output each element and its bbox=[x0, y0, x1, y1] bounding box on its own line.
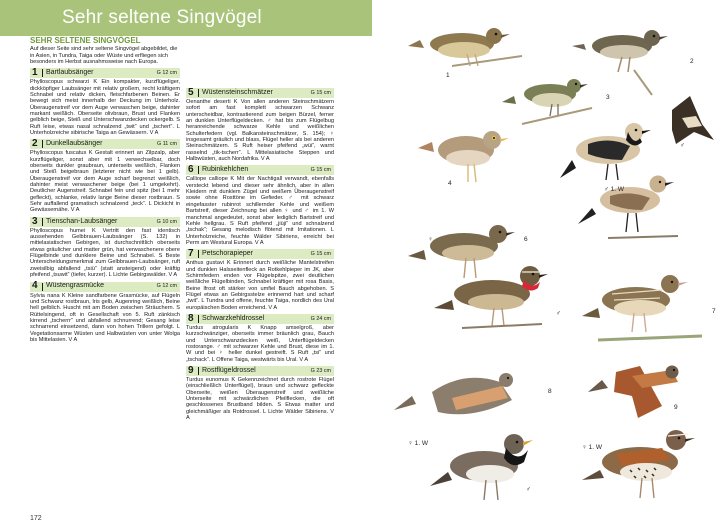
species-header bbox=[30, 217, 180, 227]
right-text-column bbox=[186, 88, 334, 424]
bird-plate bbox=[372, 0, 720, 528]
intro-text: Auf dieser Seite sind sehr seltene Singvögel abgebildet, die in Asien, in Tundra, Taiga oder Wüste und erfliegen sich besonders im Herbst ausnahmsweise nach Europa. bbox=[30, 46, 178, 65]
species-description: Turdus atrogularis K Knapp amselgroß, aber kurzschwänziger, oberseits immer bräunlich grau, Bauch und Unterschwanzdecken weiß, Unterflügeldecken rostorange. ♂ mit schwarzer Kehle und Brust, diese im 1. W und bei ♀ heller dunkel gestreift. S Ruft „tsi“ und „tschack“. L Offene Taiga, westwärts bis Ural. V A bbox=[186, 324, 334, 363]
species-size: G 10 cm bbox=[156, 218, 177, 225]
species-number: 2 bbox=[32, 138, 38, 150]
species-name: Dunkellaubsänger bbox=[46, 140, 103, 148]
species-header bbox=[186, 88, 334, 98]
species-number: 7 bbox=[188, 248, 194, 260]
plate-label-1: 1 bbox=[446, 72, 450, 79]
plate-page bbox=[372, 0, 720, 528]
divider bbox=[42, 283, 43, 291]
section-heading: SEHR SELTENE SINGVÖGEL bbox=[30, 36, 141, 45]
plate-label-3: 3 bbox=[606, 94, 610, 101]
species-entry bbox=[30, 68, 180, 136]
species-number: 3 bbox=[32, 215, 38, 227]
species-description: Sylvia nana K Kleine sandfarbene Grasmücke, auf Flügeln und Schwanz rostbraun, Iris gelb, Augenring weißlich, Beine hell gelblich. Huscht mit am Boden zwischen Sträuchern. S Rüttelsingend, oft in Gesellschaft von 5. Ruft zänkisch kirrend „tscherrr“ und abfallend schnurrend; Gesang leise schnarrend einsetzend, dann von hohen Trillern gefolgt. L Vegetationsarme Wüsten und Halbwüsten von unter Wolga bis Mittelasien. V A bbox=[30, 292, 180, 343]
bird-illustration-6-male bbox=[434, 266, 548, 328]
chapter-title-band bbox=[0, 0, 372, 36]
species-entry bbox=[186, 165, 334, 246]
bird-illustration-5-male bbox=[560, 123, 651, 180]
plate-label-6: 6 bbox=[524, 236, 528, 243]
species-number: 9 bbox=[188, 364, 194, 376]
plate-label-6-female: ♀ bbox=[428, 236, 433, 243]
species-name: Petschorapieper bbox=[202, 250, 253, 258]
species-size: G 11 cm bbox=[157, 141, 177, 148]
plate-label-8-female-1w: ♀ 1. W bbox=[408, 440, 429, 447]
species-number: 4 bbox=[32, 280, 38, 292]
plate-label-6-male: ♂ bbox=[556, 310, 561, 317]
bird-illustration-8-flight bbox=[394, 373, 513, 414]
bird-illustration-6-female bbox=[408, 225, 515, 278]
bird-illustration-5-flight bbox=[672, 96, 714, 144]
bird-illustration-3 bbox=[502, 79, 592, 124]
divider bbox=[198, 315, 199, 323]
species-size: G 15 cm bbox=[310, 251, 331, 258]
species-description: Phylloscopus humei K Vertritt den fast identisch aussehenden Gelbbrauen-Laubsänger (S. 132) in mittelasiatischen Gebirgen, ist durchschnittlich oberseits etwas gräulicher und matter grün, hat verwaschenere obere Flügelbinde und dunklere Beine und Schnabel. S Beste Unterscheidungsmerkmal zum Gelbbrauen-Laubsänger, ruft zweisilbig abfallend „tsiü“ (statt ansteigend) oder kräftig pfeifend „tsuwit“ (tiefer, kurzer). L Lichte Gebirgswälder. V A bbox=[30, 227, 180, 279]
bird-illustration-2 bbox=[572, 30, 668, 95]
species-header bbox=[186, 165, 334, 175]
bird-illustration-9 bbox=[582, 430, 695, 498]
page-number: 172 bbox=[30, 515, 42, 522]
species-header bbox=[186, 366, 334, 376]
bird-illustration-5-female bbox=[578, 176, 678, 239]
plate-label-9-female-1w: ♀ 1. W bbox=[582, 444, 603, 451]
species-name: Schwarzkehldrossel bbox=[202, 314, 265, 322]
species-size: G 12 cm bbox=[156, 70, 177, 77]
plate-label-2: 2 bbox=[690, 58, 694, 65]
species-description: Phylloscopus schwarzi K Ein kompakter, kurzflügeliger, dickköpfiger Laubsänger mit relativ großem, recht kräftigem Schnabel und relativ dicken, fleischfarbenen Beinen. Er bewegt sich meist innerhalb der Deckung im Unterholz. Überaugenstreif vor dem Auge verwaschen beige, dahinter markant weißlich. Oberseite olivbraun, Brust und Flanken gelblich beige, Steiß und Unterschwanzdecken ockergelb. S Ruft leise, etwas nasal schnalzend „twit“ und „tschert“. L Unterholzreiche sibirische Taiga an Gewässern. V A bbox=[30, 79, 180, 136]
species-header bbox=[30, 282, 180, 292]
plate-label-5-male-1w: ♂ 1. W bbox=[604, 186, 625, 193]
species-name: Wüstensteinschmätzer bbox=[202, 88, 273, 96]
divider bbox=[198, 166, 199, 174]
divider bbox=[198, 367, 199, 375]
bird-illustration-9-flight bbox=[588, 366, 679, 419]
entries-right bbox=[186, 88, 334, 421]
divider bbox=[42, 69, 43, 77]
divider bbox=[42, 218, 43, 226]
entries-left bbox=[30, 68, 180, 343]
species-entry bbox=[186, 88, 334, 162]
left-text-column bbox=[30, 38, 180, 346]
species-entry bbox=[30, 139, 180, 213]
species-description: Calliope calliope K Mit der Nachtigall verwandt, ebenfalls versteckt lebend und dieser sehr ähnlich, aber in allen Kleidern mit dunklem Zügel und weißem Überaugenstreif sowie ohne Rosttöne im Gefieder. ♂ mit schwarz eingefasster rubinrot schillernder Kehle und weißem Bartstreif, dieser Zeichnung bei allen ♀ und ♂ im 1. W manchmal angedeutet, sonst aber lediglich Bartstreif und Kehle hellgrau. S Ruft pfeifend „jiüji“ und schnalzend „tschak“; Gesang melodisch flötend mit Imitationen. L Unterholzreiche, feuchte Wälder Sibiriens, erreicht bei Perm am Westural Europa. V A bbox=[186, 176, 334, 246]
species-header bbox=[30, 139, 180, 149]
plate-label-7: 7 bbox=[712, 308, 716, 315]
species-header bbox=[30, 68, 180, 78]
plate-label-9: 9 bbox=[674, 404, 678, 411]
species-name: Rubinkehlchen bbox=[202, 166, 249, 174]
divider bbox=[42, 140, 43, 148]
plate-label-4: 4 bbox=[448, 180, 452, 187]
species-description: Phylloscopus fuscatus K Gestalt erinnert an Zilpzalp, aber kurzflügeliger, sonst aber mit 1 verwechselbar, doch oberseits dunkler graubraun, unterseits weißlich, Flanken und Steiß beigebraun (letzterer nicht wie bei 1 gelb). Überaugenstreif vor dem Auge scharf begrenzt weißlich, dahinter meist verwaschener beige (bei 1 umgekehrt). Deutlicher Augenstreif. Schnabel fein und spitz (bei 1 mehr gefleckt), schlanke, relativ lange Beine dieser rostbraun. S Sehr auffallend gramatisch schnalzend „teck“. L Dickicht in Gewässernähe. V A bbox=[30, 150, 180, 214]
species-size: G 15 cm bbox=[310, 89, 331, 96]
bird-illustration-4 bbox=[418, 131, 509, 182]
species-number: 8 bbox=[188, 312, 194, 324]
species-description: Oenanthe deserti K Von allen anderen Steinschmätzern sofort am fast komplett schwarzen Schwanz unterscheidbar, kontrastierend zum beigen Bürzel, ferner an dunklen Unterflügeldecken. ♂ hat bis zum Flügelbug heranreichende schwarze Kehle und weißlichen Schulterfedern (vgl. Balkansteinschmätzer, S. 154); ♀ insgesamt gräulich und blass, Flügel heller als bei anderen Steinschmätzern. S Ruft heiser pfeifend „wüi“, warnt rasselnd „tik-tscherr“. L Mittelasiatische Steppen und Halbwüsten, auch Nordafrika. V A bbox=[186, 99, 334, 163]
species-header bbox=[186, 249, 334, 259]
species-entry bbox=[186, 366, 334, 421]
species-number: 5 bbox=[188, 86, 194, 98]
species-number: 6 bbox=[188, 164, 194, 176]
species-entry bbox=[30, 282, 180, 344]
divider bbox=[198, 250, 199, 258]
bird-illustration-8-male bbox=[430, 434, 533, 500]
species-name: Wüstengrasmücke bbox=[46, 282, 104, 290]
plate-label-8-male: ♂ bbox=[526, 486, 531, 493]
species-entry bbox=[30, 217, 180, 279]
species-number: 1 bbox=[32, 67, 38, 79]
chapter-title: Sehr seltene Singvögel bbox=[62, 7, 262, 28]
species-size: G 23 cm bbox=[310, 367, 331, 374]
plate-label-8: 8 bbox=[548, 388, 552, 395]
species-size: G 15 cm bbox=[310, 167, 331, 174]
species-name: Rostflügeldrossel bbox=[202, 366, 256, 374]
species-description: Anthus gustavi K Erinnert durch weißliche Mantelstreifen und dunklen Halsseitenfleck an Rotkehlpieper im JK, aber Schirmfedern enden vor Flügelspitze, zwei deutlichen weißliche Flügelbinden, Schnabel kräftiger mit rosa Basis, Beine lfrost oft stärker von umfiel Bauch abgehoben. S Flügel etwas an Gebirgsstelze erinnernd hart und scharf „twit“. L Tundra und offene, feuchte Taiga, nordlich des Ural europäischen Boden erreichend. V A bbox=[186, 260, 334, 311]
species-entry bbox=[186, 249, 334, 311]
species-name: Bartlaubsänger bbox=[46, 69, 94, 77]
plate-label-5-male: ♂ bbox=[680, 142, 685, 149]
species-size: G 12 cm bbox=[156, 283, 177, 290]
species-entry bbox=[186, 314, 334, 363]
bird-illustration-7 bbox=[582, 275, 702, 340]
species-description: Turdus eunomus K Gekennzeichnet durch rostrote Flügel (einschließlich Unterflügel), braun und schwarz gefleckte Oberseite, weißen Überaugenstreif und weißliche Unterseite mit schwärzlichen Pfeilflecken, die oft geschlossenes Brustband bilden. S Etwas matter und gleichmäßiger als Rotdrossel. L Lichte Wälder Sibiriens. V A bbox=[186, 377, 334, 422]
species-header bbox=[186, 314, 334, 324]
species-name: Tienschan-Laubsänger bbox=[46, 217, 118, 225]
divider bbox=[198, 89, 199, 97]
species-size: G 24 cm bbox=[310, 315, 331, 322]
bird-illustration-1 bbox=[408, 28, 522, 66]
